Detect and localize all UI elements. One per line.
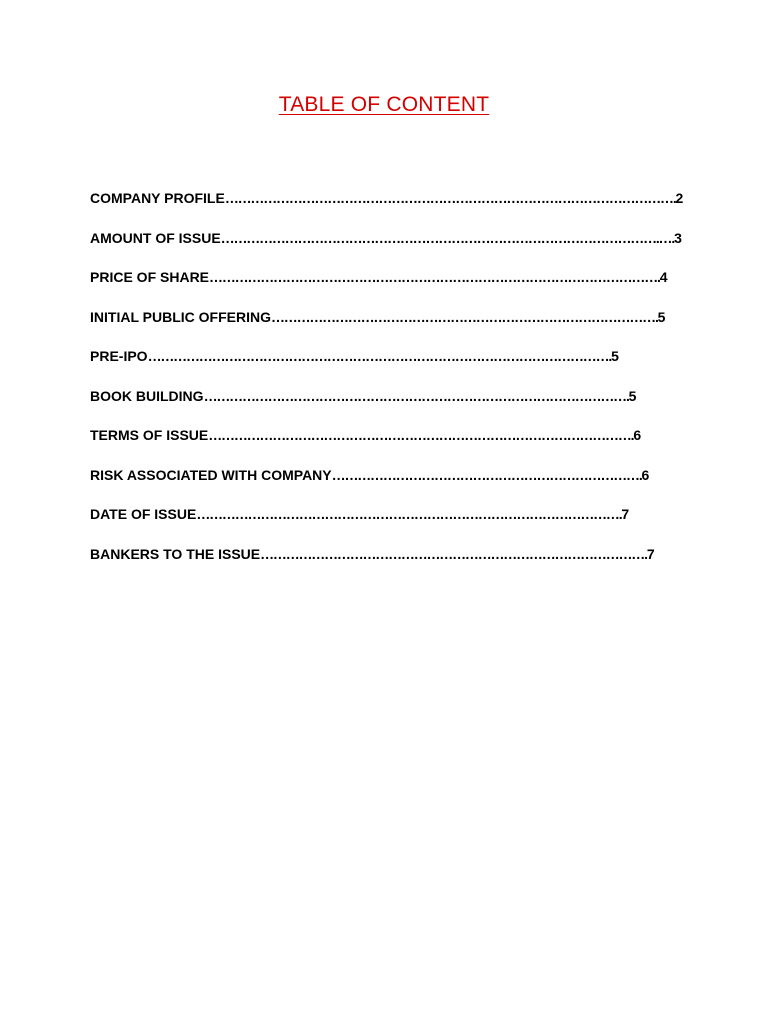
toc-entry-label: PRE-IPO (90, 348, 148, 364)
toc-entry-label: INITIAL PUBLIC OFFERING (90, 308, 271, 325)
toc-entry (90, 267, 680, 307)
toc-entry-page: 5 (628, 387, 637, 404)
toc-entry-label: BOOK BUILDING (90, 387, 204, 404)
toc-entry-label: RISK ASSOCIATED WITH COMPANY (90, 466, 332, 483)
toc-entry-label: AMOUNT OF ISSUE (90, 229, 221, 246)
toc-entry-label: TERMS OF ISSUE (90, 427, 209, 443)
toc-entry-leader: ………………………………………………………………………………. (270, 308, 658, 325)
toc-entry-label: PRICE OF SHARE (90, 269, 210, 285)
toc-entry-leader: ………………………………………………………………………………. (260, 545, 647, 562)
toc-entry-page: 5 (657, 308, 666, 325)
toc-entry-leader: ………………………………………………………………………………………. (203, 387, 629, 404)
toc-entry (90, 425, 680, 465)
toc-entry-page: 2 (675, 190, 684, 206)
toc-entry-label: DATE OF ISSUE (90, 506, 197, 522)
toc-entry-leader: ………………………………………………………………………………………. (208, 427, 634, 443)
toc-entry (90, 307, 680, 347)
toc-entry-page: 7 (621, 506, 630, 522)
toc-entry (90, 544, 680, 584)
toc-entry (90, 504, 680, 544)
toc-entry-label: COMPANY PROFILE (90, 190, 225, 206)
toc-entry-page: 3 (674, 229, 682, 246)
toc-entry-leader: ……………………………………………………………………………………………. (224, 190, 676, 206)
toc-entry-page: 6 (641, 466, 650, 483)
toc-entry-leader: ………………………………………………………………………………………….…. (220, 229, 675, 246)
toc-entry-leader: ………………………………………………………………. (331, 466, 642, 483)
toc-entry-page: 7 (646, 545, 655, 562)
toc-entry (90, 346, 680, 386)
toc-entry-page: 4 (659, 269, 668, 285)
toc-entry-leader: ………………………………………………………………………………………. (196, 506, 622, 522)
toc-entry-leader: ……………………………………………………………………………………………. (209, 269, 660, 285)
page-title: TABLE OF CONTENT (278, 93, 490, 116)
toc-entry (90, 465, 680, 505)
table-of-contents (90, 188, 684, 583)
toc-entry (90, 228, 680, 268)
toc-entry-page: 5 (611, 348, 619, 364)
toc-entry-page: 6 (633, 427, 642, 443)
toc-entry-leader: ………………………………………………………………………………………………. (147, 348, 612, 364)
toc-entry-label: BANKERS TO THE ISSUE (90, 545, 261, 562)
toc-entry (90, 386, 680, 426)
toc-entry (90, 188, 684, 228)
